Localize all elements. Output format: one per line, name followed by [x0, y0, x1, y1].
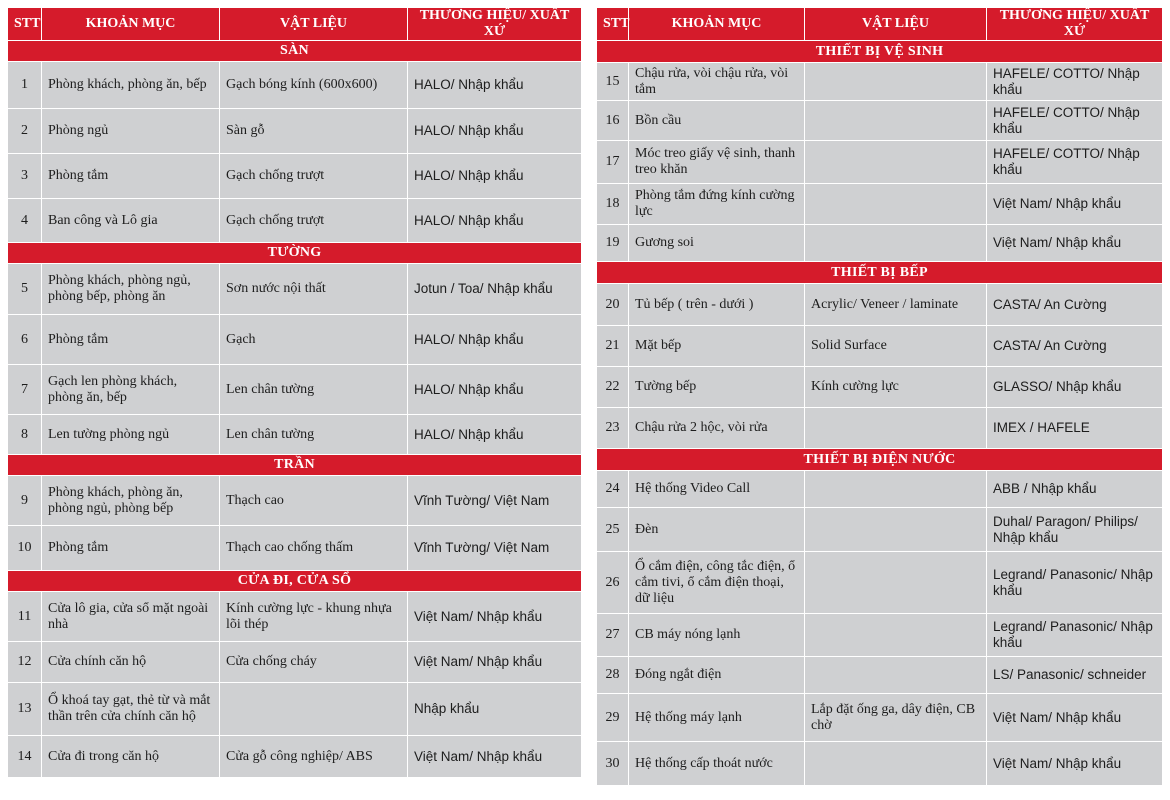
table-row — [597, 184, 1163, 225]
brand-cell: CASTA/ An Cường — [987, 284, 1163, 326]
table-row — [8, 736, 582, 778]
left-table-body — [8, 41, 582, 778]
table-row — [597, 367, 1163, 408]
brand-cell: HALO/ Nhập khẩu — [408, 365, 582, 415]
section-title: THIẾT BỊ BẾP — [597, 262, 1163, 284]
stt-cell: 26 — [597, 552, 629, 614]
brand-cell: Việt Nam/ Nhập khẩu — [987, 742, 1163, 786]
brand-cell: HAFELE/ COTTO/ Nhập khẩu — [987, 141, 1163, 184]
table-row — [597, 63, 1163, 101]
stt-cell: 23 — [597, 408, 629, 449]
brand-cell: Việt Nam/ Nhập khẩu — [408, 736, 582, 778]
brand-cell: Jotun / Toa/ Nhập khẩu — [408, 264, 582, 315]
brand-cell: HALO/ Nhập khẩu — [408, 62, 582, 109]
brand-cell: Việt Nam/ Nhập khẩu — [987, 184, 1163, 225]
right-table-body — [597, 41, 1163, 786]
item-cell: Chậu rửa 2 hộc, vòi rửa — [629, 408, 805, 449]
header-stt: STT — [8, 8, 42, 41]
material-cell: Cửa chống cháy — [220, 642, 408, 683]
stt-cell: 30 — [597, 742, 629, 786]
table-row — [8, 415, 582, 455]
material-cell: Gạch bóng kính (600x600) — [220, 62, 408, 109]
section-title: CỬA ĐI, CỬA SỔ — [8, 571, 582, 592]
stt-cell: 16 — [597, 101, 629, 141]
table-row — [8, 62, 582, 109]
table-row — [8, 592, 582, 642]
material-cell — [805, 141, 987, 184]
table-row — [8, 642, 582, 683]
brand-cell: Vĩnh Tường/ Việt Nam — [408, 476, 582, 526]
stt-cell: 29 — [597, 694, 629, 742]
brand-cell: HAFELE/ COTTO/ Nhập khẩu — [987, 101, 1163, 141]
section-header-row — [8, 41, 582, 62]
table-row — [597, 225, 1163, 262]
item-cell: Tường bếp — [629, 367, 805, 408]
item-cell: Ban công và Lô gia — [42, 199, 220, 243]
stt-cell: 12 — [8, 642, 42, 683]
stt-cell: 18 — [597, 184, 629, 225]
section-header-row — [597, 449, 1163, 471]
item-cell: Phòng khách, phòng ngủ, phòng bếp, phòng ăn — [42, 264, 220, 315]
brand-cell: GLASSO/ Nhập khẩu — [987, 367, 1163, 408]
material-cell: Solid Surface — [805, 326, 987, 367]
material-cell — [805, 101, 987, 141]
stt-cell: 5 — [8, 264, 42, 315]
item-cell: Phòng khách, phòng ăn, bếp — [42, 62, 220, 109]
brand-cell: Legrand/ Panasonic/ Nhập khẩu — [987, 552, 1163, 614]
stt-cell: 22 — [597, 367, 629, 408]
stt-cell: 25 — [597, 508, 629, 552]
item-cell: Ổ khoá tay gạt, thẻ từ và mắt thần trên cửa chính căn hộ — [42, 683, 220, 736]
header-stt: STT — [597, 8, 629, 41]
stt-cell: 14 — [8, 736, 42, 778]
brand-cell: LS/ Panasonic/ schneider — [987, 657, 1163, 694]
material-cell: Len chân tường — [220, 415, 408, 455]
item-cell: Len tường phòng ngủ — [42, 415, 220, 455]
section-header-row — [597, 41, 1163, 63]
brand-cell: Vĩnh Tường/ Việt Nam — [408, 526, 582, 571]
stt-cell: 9 — [8, 476, 42, 526]
item-cell: Cửa đi trong căn hộ — [42, 736, 220, 778]
material-cell — [805, 408, 987, 449]
item-cell: Đóng ngắt điện — [629, 657, 805, 694]
section-header-row — [8, 455, 582, 476]
material-cell: Sơn nước nội thất — [220, 264, 408, 315]
stt-cell: 10 — [8, 526, 42, 571]
brand-cell: Việt Nam/ Nhập khẩu — [987, 225, 1163, 262]
table-row — [8, 476, 582, 526]
material-cell: Gạch chống trượt — [220, 199, 408, 243]
item-cell: Hệ thống máy lạnh — [629, 694, 805, 742]
stt-cell: 2 — [8, 109, 42, 154]
table-row — [597, 326, 1163, 367]
brand-cell: HALO/ Nhập khẩu — [408, 315, 582, 365]
material-cell — [805, 552, 987, 614]
table-row — [8, 154, 582, 199]
brand-cell: ABB / Nhập khẩu — [987, 471, 1163, 508]
item-cell: Tủ bếp ( trên - dưới ) — [629, 284, 805, 326]
material-cell — [805, 508, 987, 552]
material-cell — [805, 657, 987, 694]
table-row — [597, 471, 1163, 508]
brand-cell: Việt Nam/ Nhập khẩu — [408, 592, 582, 642]
stt-cell: 1 — [8, 62, 42, 109]
brand-cell: Legrand/ Panasonic/ Nhập khẩu — [987, 614, 1163, 657]
table-row — [597, 742, 1163, 786]
header-material: VẬT LIỆU — [805, 8, 987, 41]
table-row — [597, 408, 1163, 449]
table-row — [8, 315, 582, 365]
table-row — [8, 526, 582, 571]
header-item: KHOẢN MỤC — [629, 8, 805, 41]
item-cell: Cửa lô gia, cửa sổ mặt ngoài nhà — [42, 592, 220, 642]
section-header-row — [597, 262, 1163, 284]
material-cell — [805, 63, 987, 101]
material-cell — [220, 683, 408, 736]
stt-cell: 3 — [8, 154, 42, 199]
stt-cell: 24 — [597, 471, 629, 508]
header-row — [597, 8, 1163, 41]
table-row — [8, 365, 582, 415]
material-cell — [805, 184, 987, 225]
table-row — [8, 264, 582, 315]
brand-cell: HALO/ Nhập khẩu — [408, 415, 582, 455]
stt-cell: 11 — [8, 592, 42, 642]
item-cell: Đèn — [629, 508, 805, 552]
item-cell: Chậu rửa, vòi chậu rửa, vòi tắm — [629, 63, 805, 101]
header-brand: THƯƠNG HIỆU/ XUẤT XỨ — [408, 8, 582, 41]
table-row — [597, 657, 1163, 694]
brand-cell: Duhal/ Paragon/ Philips/ Nhập khẩu — [987, 508, 1163, 552]
left-spec-table — [7, 7, 582, 778]
item-cell: Mặt bếp — [629, 326, 805, 367]
table-row — [597, 614, 1163, 657]
material-cell: Kính cường lực — [805, 367, 987, 408]
brand-cell: Việt Nam/ Nhập khẩu — [408, 642, 582, 683]
stt-cell: 28 — [597, 657, 629, 694]
item-cell: Phòng tắm — [42, 154, 220, 199]
stt-cell: 6 — [8, 315, 42, 365]
item-cell: Ổ cắm điện, công tắc điện, ổ cắm tivi, ổ cắm điện thoại, dữ liệu — [629, 552, 805, 614]
brand-cell: HAFELE/ COTTO/ Nhập khẩu — [987, 63, 1163, 101]
section-header-row — [8, 571, 582, 592]
material-cell: Thạch cao chống thấm — [220, 526, 408, 571]
section-title: TRẦN — [8, 455, 582, 476]
item-cell: Gạch len phòng khách, phòng ăn, bếp — [42, 365, 220, 415]
stt-cell: 17 — [597, 141, 629, 184]
material-cell: Sàn gỗ — [220, 109, 408, 154]
material-cell: Lắp đặt ống ga, dây điện, CB chờ — [805, 694, 987, 742]
stt-cell: 7 — [8, 365, 42, 415]
table-row — [597, 694, 1163, 742]
table-row — [8, 683, 582, 736]
material-cell: Gạch chống trượt — [220, 154, 408, 199]
brand-cell: Nhập khẩu — [408, 683, 582, 736]
brand-cell: Việt Nam/ Nhập khẩu — [987, 694, 1163, 742]
brand-cell: HALO/ Nhập khẩu — [408, 154, 582, 199]
item-cell: Hệ thống cấp thoát nước — [629, 742, 805, 786]
table-row — [597, 284, 1163, 326]
stt-cell: 20 — [597, 284, 629, 326]
brand-cell: CASTA/ An Cường — [987, 326, 1163, 367]
item-cell: Hệ thống Video Call — [629, 471, 805, 508]
item-cell: Phòng tắm đứng kính cường lực — [629, 184, 805, 225]
material-cell — [805, 742, 987, 786]
table-row — [597, 101, 1163, 141]
stt-cell: 19 — [597, 225, 629, 262]
stt-cell: 27 — [597, 614, 629, 657]
material-cell: Acrylic/ Veneer / laminate — [805, 284, 987, 326]
item-cell: Gương soi — [629, 225, 805, 262]
material-cell — [805, 614, 987, 657]
table-row — [597, 141, 1163, 184]
table-row — [8, 109, 582, 154]
stt-cell: 21 — [597, 326, 629, 367]
material-cell: Gạch — [220, 315, 408, 365]
header-row — [8, 8, 582, 41]
item-cell: Phòng tắm — [42, 526, 220, 571]
brand-cell: HALO/ Nhập khẩu — [408, 199, 582, 243]
material-cell: Thạch cao — [220, 476, 408, 526]
section-title: THIẾT BỊ ĐIỆN NƯỚC — [597, 449, 1163, 471]
table-row — [597, 508, 1163, 552]
material-cell: Cửa gỗ công nghiệp/ ABS — [220, 736, 408, 778]
material-cell — [805, 471, 987, 508]
item-cell: Cửa chính căn hộ — [42, 642, 220, 683]
brand-cell: IMEX / HAFELE — [987, 408, 1163, 449]
stt-cell: 8 — [8, 415, 42, 455]
section-header-row — [8, 243, 582, 264]
item-cell: CB máy nóng lạnh — [629, 614, 805, 657]
material-cell — [805, 225, 987, 262]
brand-cell: HALO/ Nhập khẩu — [408, 109, 582, 154]
item-cell: Móc treo giấy vệ sinh, thanh treo khăn — [629, 141, 805, 184]
material-cell: Len chân tường — [220, 365, 408, 415]
section-title: THIẾT BỊ VỆ SINH — [597, 41, 1163, 63]
header-brand: THƯƠNG HIỆU/ XUẤT XỨ — [987, 8, 1163, 41]
section-title: SÀN — [8, 41, 582, 62]
item-cell: Phòng tắm — [42, 315, 220, 365]
header-item: KHOẢN MỤC — [42, 8, 220, 41]
section-title: TƯỜNG — [8, 243, 582, 264]
material-cell: Kính cường lực - khung nhựa lõi thép — [220, 592, 408, 642]
stt-cell: 13 — [8, 683, 42, 736]
stt-cell: 4 — [8, 199, 42, 243]
item-cell: Phòng khách, phòng ăn, phòng ngủ, phòng bếp — [42, 476, 220, 526]
stt-cell: 15 — [597, 63, 629, 101]
header-material: VẬT LIỆU — [220, 8, 408, 41]
table-row — [597, 552, 1163, 614]
right-spec-table — [596, 7, 1163, 786]
table-row — [8, 199, 582, 243]
item-cell: Phòng ngủ — [42, 109, 220, 154]
item-cell: Bồn cầu — [629, 101, 805, 141]
